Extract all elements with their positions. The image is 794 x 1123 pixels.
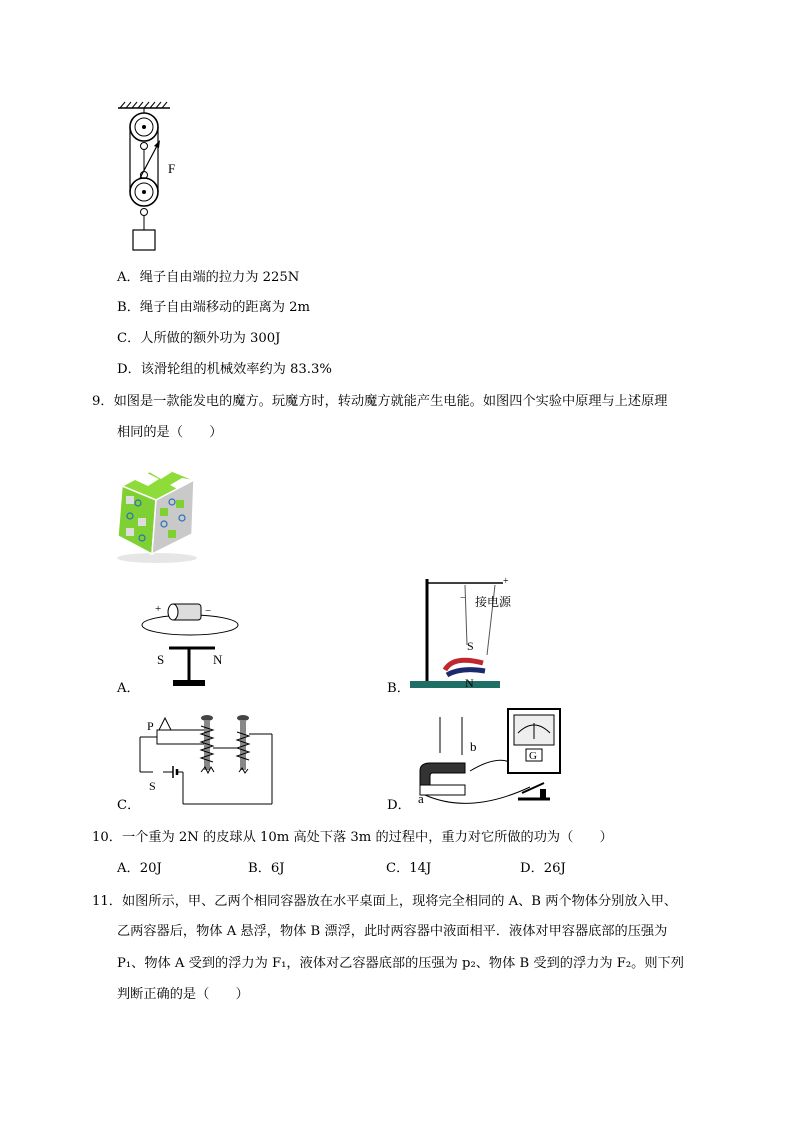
q8-option-c: C．人所做的额外功为 300J — [117, 331, 281, 346]
force-label: F — [168, 161, 176, 176]
q11-stem-line2: 乙两容器后，物体 A 悬浮，物体 B 漂浮，此时两容器中液面相平．液体对甲容器底部的压强为 — [117, 924, 668, 939]
q11-stem-line1: 11．如图所示，甲、乙两个相同容器放在水平桌面上，现将完全相同的 A、B 两个物体分别放入甲、 — [92, 894, 678, 909]
q10-option-b: B．6J — [248, 861, 285, 876]
q8-option-b: B．绳子自由端移动的距离为 2m — [117, 300, 311, 315]
generator-cube-image — [112, 458, 202, 564]
fig-b-n: N — [465, 676, 474, 690]
q9-stem-line2: 相同的是（ ） — [117, 425, 223, 440]
q10-option-c: C．14J — [386, 861, 432, 876]
fig-b-power: 接电源 — [475, 595, 512, 609]
q8-option-d: D．该滑轮组的机械效率约为 83.3% — [117, 362, 332, 377]
fig-b-plus: + — [503, 576, 509, 587]
q9-figure-b-label: B． — [387, 681, 410, 696]
fig-a-plus: + — [155, 603, 162, 615]
fig-d-a: a — [418, 791, 424, 806]
q9-figure-c — [135, 712, 280, 807]
fig-a-n: N — [213, 652, 223, 667]
fig-d-b: b — [470, 739, 477, 754]
fig-b-s: S — [467, 639, 474, 653]
q9-figure-a — [135, 600, 245, 690]
q9-stem-line1: 9．如图是一款能发电的魔方。玩魔方时，转动魔方就能产生电能。如图四个实验中原理与上述原理 — [92, 394, 668, 409]
q10-option-d: D．26J — [520, 861, 566, 876]
fig-b-minus: − — [460, 593, 466, 604]
fig-a-minus: − — [205, 605, 212, 617]
q11-stem-line4: 判断正确的是（ ） — [117, 987, 249, 1002]
q11-stem-line3: P₁、物体 A 受到的浮力为 F₁，液体对乙容器底部的压强为 p₂、物体 B 受到的浮力为 F₂。则下列 — [117, 956, 684, 971]
q9-figure-c-label: C． — [117, 798, 141, 813]
q9-figure-a-label: A． — [117, 681, 140, 696]
q8-option-a: A．绳子自由端的拉力为 225N — [117, 270, 300, 285]
q9-figure-d — [410, 705, 570, 810]
fig-a-s: S — [157, 652, 165, 667]
fig-d-g: G — [529, 750, 537, 762]
fig-c-s: S — [149, 779, 156, 793]
q10-option-a: A．20J — [117, 861, 162, 876]
pulley-figure — [110, 100, 200, 252]
q9-figure-b — [405, 575, 520, 690]
q10-stem: 10．一个重为 2N 的皮球从 10m 高处下落 3m 的过程中，重力对它所做的功为（ ） — [92, 830, 613, 845]
q9-figure-d-label: D． — [387, 798, 411, 813]
fig-c-p: P — [147, 719, 154, 733]
